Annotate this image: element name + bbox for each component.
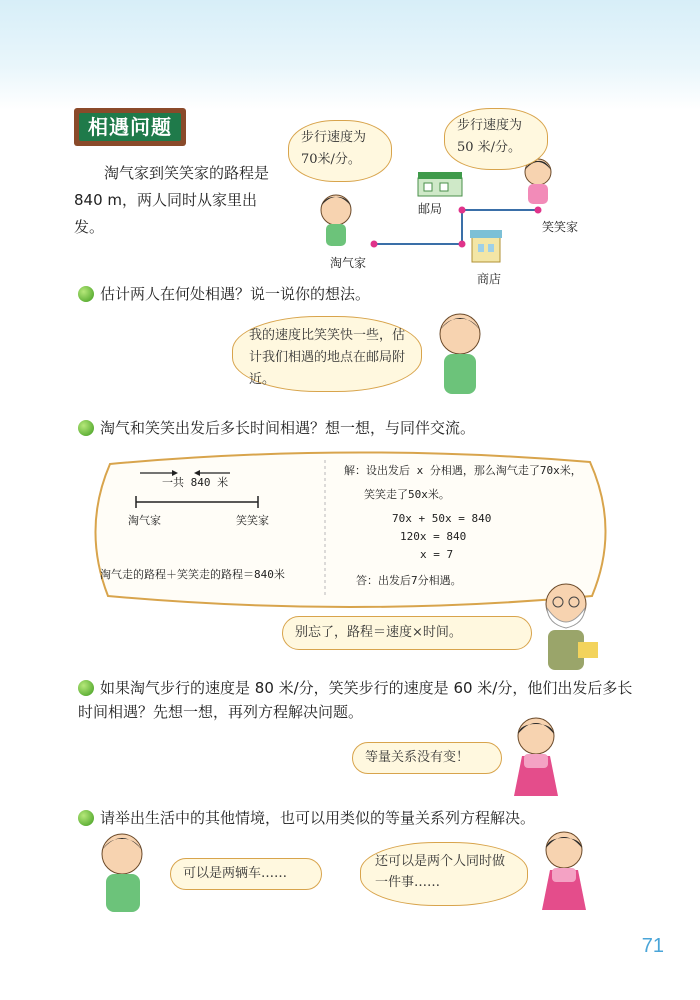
question-1 [78,282,370,306]
route-dot-corner2 [459,207,466,214]
relation-equation: 淘气走的路程＋笑笑走的路程＝840米 [100,568,285,581]
speech-text: 别忘了，路程＝速度×时间。 [295,625,462,640]
speech-text: 可以是两辆车…… [183,866,288,881]
section-title-board [74,108,186,146]
solution-line-2: 笑笑走了50x米。 [364,488,450,501]
route-line [374,210,538,244]
speech-bubble-boy-cars [170,858,322,890]
boy-figure-icon [428,308,492,398]
solution-line-3: 70x + 50x = 840 [392,512,492,525]
speech-text: 等量关系没有变！ [365,750,470,765]
green-bullet-icon [78,680,94,696]
label-store: 商店 [477,272,502,286]
green-bullet-icon [78,286,94,302]
green-bullet-icon [78,420,94,436]
intro-text: 淘气家到笑笑家的路程是 840 m，两人同时从家里出发。 [74,164,270,236]
question-text: 淘气和笑笑出发后多长时间相遇？想一想，与同伴交流。 [100,419,476,437]
speech-text: 步行速度为50 米/分。 [457,118,523,155]
question-4 [78,806,535,830]
solution-answer: 答：出发后7分相遇。 [356,574,462,587]
page-number: 71 [641,935,664,957]
store-icon [470,230,502,262]
solution-line-5: x = 7 [420,548,454,561]
speech-bubble-taoqi-speed [288,120,392,182]
taoqi-figure-icon [321,195,351,246]
intro-text-block [74,160,274,241]
speech-text: 我的速度比笑笑快一些，估计我们相遇的地点在邮局附近。 [249,328,406,387]
line-left-end: 淘气家 [128,514,161,527]
grandpa-figure-icon [532,578,604,674]
speech-text: 步行速度为70米/分。 [301,130,367,167]
green-bullet-icon [78,810,94,826]
line-right-end: 笑笑家 [236,514,269,527]
route-dot-home [371,241,378,248]
speech-bubble-girl-equal [352,742,502,774]
girl-figure-icon-bottom [534,826,594,916]
speech-bubble-grandpa [282,616,532,650]
boy-figure-icon-bottom [86,830,162,914]
label-xiaoxiao-home: 笑笑家 [542,220,579,234]
girl-figure-icon [506,712,566,804]
section-title: 相遇问题 [79,113,181,141]
speech-text: 还可以是两个人同时做一件事…… [375,854,506,890]
question-text: 请举出生活中的其他情境，也可以用类似的等量关系列方程解决。 [100,809,536,827]
speech-bubble-girl-people [360,842,528,906]
route-dot-xiaoxiao [535,207,542,214]
xiaoxiao-figure-icon [525,159,551,204]
label-taoqi-home: 淘气家 [330,256,367,270]
speech-bubble-xiaoxiao-speed [444,108,548,170]
solution-line-4: 120x = 840 [400,530,467,543]
label-post-office: 邮局 [418,202,443,216]
question-text: 如果淘气步行的速度是 80 米/分，笑笑步行的速度是 60 米/分，他们出发后多长时间相遇？先想一想，再列方程解决问题。 [78,679,633,721]
question-2 [78,416,475,440]
post-office-icon [418,172,462,196]
question-text: 估计两人在何处相遇？说一说你的想法。 [100,285,371,303]
header-band [0,0,700,110]
route-dot-corner1 [459,241,466,248]
solution-line-1: 解：设出发后 x 分相遇，那么淘气走了70x米， [344,464,582,477]
line-total-label: 一共 840 米 [162,476,229,489]
speech-bubble-boy-estimate [232,316,422,392]
